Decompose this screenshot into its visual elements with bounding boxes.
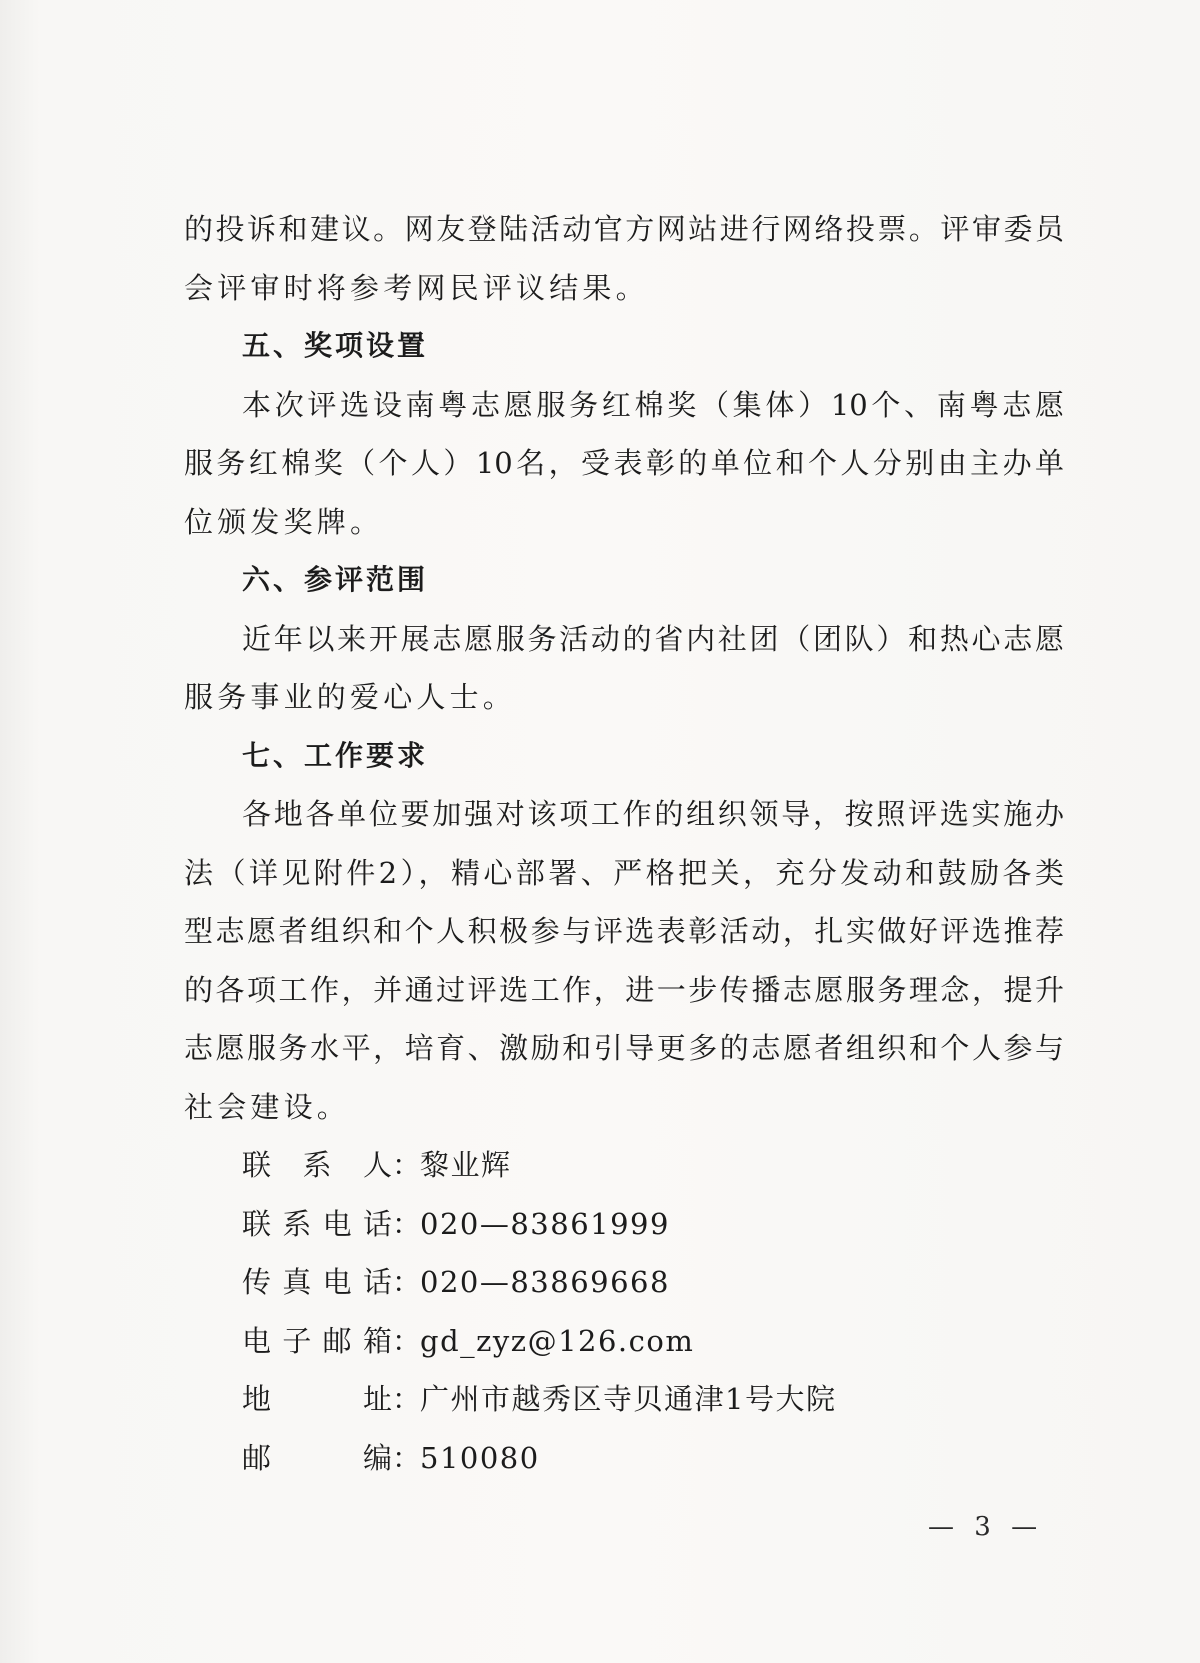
contact-value: 广州市越秀区寺贝通津1号大院 bbox=[420, 1382, 837, 1416]
paragraph-line: 法（详见附件2），精心部署、严格把关，充分发动和鼓励各类 bbox=[184, 855, 1064, 890]
paragraph-line: 志愿服务水平，培育、激励和引导更多的志愿者组织和个人参与 bbox=[184, 1031, 1064, 1065]
section-heading-requirements: 七、工作要求 bbox=[242, 738, 429, 772]
contact-value: 黎业辉 bbox=[420, 1148, 512, 1182]
page-number: — 3 — bbox=[928, 1512, 1044, 1542]
contact-colon: ： bbox=[392, 1265, 426, 1299]
contact-colon: ： bbox=[392, 1323, 426, 1358]
contact-label: 联系电话 bbox=[242, 1206, 392, 1241]
contact-label: 邮编 bbox=[242, 1440, 392, 1475]
contact-colon: ： bbox=[392, 1440, 426, 1475]
contact-row-address bbox=[184, 1370, 1064, 1429]
paragraph-line: 位颁发奖牌。 bbox=[184, 504, 384, 539]
paragraph-line: 社会建设。 bbox=[184, 1089, 351, 1124]
contact-row-phone bbox=[184, 1195, 1064, 1254]
section-heading-awards: 五、奖项设置 bbox=[242, 329, 429, 362]
contact-label: 地址 bbox=[242, 1382, 392, 1416]
paragraph-line: 的投诉和建议。网友登陆活动官方网站进行网络投票。评审委员 bbox=[184, 212, 1064, 246]
paragraph-line: 型志愿者组织和个人积极参与评选表彰活动，扎实做好评选推荐 bbox=[184, 914, 1064, 948]
paragraph-line: 的各项工作，并通过评选工作，进一步传播志愿服务理念，提升 bbox=[184, 972, 1064, 1007]
paragraph-line: 本次评选设南粤志愿服务红棉奖（集体）10个、南粤志愿 bbox=[242, 387, 1064, 422]
paragraph-line: 会评审时将参考网民评议结果。 bbox=[184, 270, 649, 305]
contact-value: 510080 bbox=[420, 1440, 540, 1475]
contact-colon: ： bbox=[392, 1382, 426, 1416]
paragraph-line: 服务事业的爱心人士。 bbox=[184, 680, 517, 714]
paragraph-line: 各地各单位要加强对该项工作的组织领导，按照评选实施办 bbox=[242, 797, 1064, 831]
contact-value: 020—83869668 bbox=[420, 1265, 670, 1299]
contact-row-postcode bbox=[184, 1429, 1064, 1488]
contact-label: 传真电话 bbox=[242, 1265, 392, 1299]
contact-label: 电子邮箱 bbox=[242, 1323, 392, 1358]
document-body bbox=[184, 200, 1064, 1487]
contact-colon: ： bbox=[392, 1148, 426, 1182]
contact-row-person bbox=[184, 1136, 1064, 1195]
contact-row-fax bbox=[184, 1253, 1064, 1312]
paragraph-line: 服务红棉奖（个人）10名，受表彰的单位和个人分别由主办单 bbox=[184, 446, 1064, 480]
contact-colon: ： bbox=[392, 1206, 426, 1241]
paragraph-line: 近年以来开展志愿服务活动的省内社团（团队）和热心志愿 bbox=[242, 621, 1064, 656]
contact-label: 联系人 bbox=[242, 1148, 392, 1182]
contact-row-email bbox=[184, 1312, 1064, 1371]
contact-value: 020—83861999 bbox=[420, 1206, 670, 1241]
contact-value: gd_zyz@126.com bbox=[420, 1323, 695, 1358]
section-heading-scope: 六、参评范围 bbox=[242, 563, 429, 596]
